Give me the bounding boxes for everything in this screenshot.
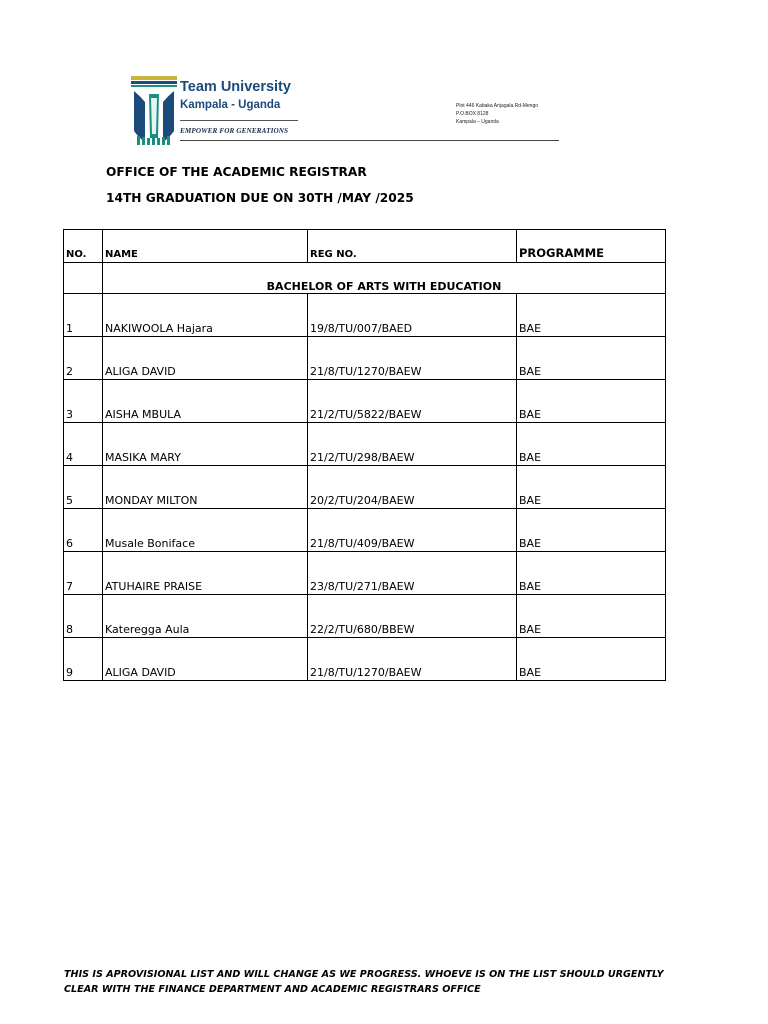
table-row <box>64 552 666 595</box>
cell-name: ALIGA DAVID <box>103 638 308 681</box>
postal-address <box>456 102 538 126</box>
table-row <box>64 294 666 337</box>
cell-no: 1 <box>64 294 103 337</box>
cell-name: MASIKA MARY <box>103 423 308 466</box>
cell-reg-no: 21/8/TU/409/BAEW <box>308 509 517 552</box>
cell-no: 8 <box>64 595 103 638</box>
cell-name: AISHA MBULA <box>103 380 308 423</box>
column-header-name: NAME <box>103 230 308 263</box>
cell-no: 6 <box>64 509 103 552</box>
cell-reg-no: 23/8/TU/271/BAEW <box>308 552 517 595</box>
cell-no: 5 <box>64 466 103 509</box>
cell-programme: BAE <box>517 294 666 337</box>
university-name: Team University <box>180 79 291 95</box>
column-header-reg-no: REG NO. <box>308 230 517 263</box>
cell-reg-no: 21/8/TU/1270/BAEW <box>308 638 517 681</box>
cell-no: 2 <box>64 337 103 380</box>
cell-reg-no: 20/2/TU/204/BAEW <box>308 466 517 509</box>
cell-no: 4 <box>64 423 103 466</box>
cell-name: ALIGA DAVID <box>103 337 308 380</box>
university-crest-icon <box>131 76 177 146</box>
graduation-heading: 14TH GRADUATION DUE ON 30TH /MAY /2025 <box>106 191 414 205</box>
cell-name: Kateregga Aula <box>103 595 308 638</box>
provisional-list-notice <box>64 967 724 997</box>
programme-title: BACHELOR OF ARTS WITH EDUCATION <box>103 263 666 294</box>
university-tagline: EMPOWER FOR GENERATIONS <box>180 127 289 135</box>
cell-name: ATUHAIRE PRAISE <box>103 552 308 595</box>
table-row <box>64 509 666 552</box>
office-heading: OFFICE OF THE ACADEMIC REGISTRAR <box>106 165 367 179</box>
empty-cell <box>64 263 103 294</box>
cell-programme: BAE <box>517 552 666 595</box>
table-row <box>64 595 666 638</box>
header-divider <box>180 140 559 141</box>
cell-programme: BAE <box>517 509 666 552</box>
cell-programme: BAE <box>517 380 666 423</box>
table-row <box>64 337 666 380</box>
cell-reg-no: 21/2/TU/298/BAEW <box>308 423 517 466</box>
logo-divider <box>180 120 298 121</box>
cell-programme: BAE <box>517 466 666 509</box>
table-row <box>64 380 666 423</box>
cell-reg-no: 22/2/TU/680/BBEW <box>308 595 517 638</box>
column-header-no: NO. <box>64 230 103 263</box>
cell-reg-no: 19/8/TU/007/BAED <box>308 294 517 337</box>
cell-reg-no: 21/8/TU/1270/BAEW <box>308 337 517 380</box>
address-line: Kampala – Uganda <box>456 119 499 125</box>
notice-line: CLEAR WITH THE FINANCE DEPARTMENT AND ACADEMIC REGISTRARS OFFICE <box>64 984 481 995</box>
column-header-programme: PROGRAMME <box>517 230 666 263</box>
cell-reg-no: 21/2/TU/5822/BAEW <box>308 380 517 423</box>
cell-no: 7 <box>64 552 103 595</box>
programme-title-row <box>64 263 666 294</box>
university-location: Kampala - Uganda <box>180 99 281 111</box>
cell-programme: BAE <box>517 595 666 638</box>
table-header-row <box>64 230 666 263</box>
cell-programme: BAE <box>517 423 666 466</box>
graduands-table <box>63 229 666 681</box>
cell-name: MONDAY MILTON <box>103 466 308 509</box>
table-row <box>64 466 666 509</box>
table-row <box>64 638 666 681</box>
cell-no: 9 <box>64 638 103 681</box>
table-row <box>64 423 666 466</box>
notice-line: THIS IS APROVISIONAL LIST AND WILL CHANGE AS WE PROGRESS. WHOEVE IS ON THE LIST SHOULD URGENTLY <box>64 969 664 980</box>
address-line: Plot 446 Kabaka Anjagala Rd-Mengo <box>456 103 539 109</box>
cell-programme: BAE <box>517 337 666 380</box>
cell-name: NAKIWOOLA Hajara <box>103 294 308 337</box>
cell-name: Musale Boniface <box>103 509 308 552</box>
address-line: P.O.BOX 8128 <box>456 111 489 117</box>
cell-programme: BAE <box>517 638 666 681</box>
cell-no: 3 <box>64 380 103 423</box>
